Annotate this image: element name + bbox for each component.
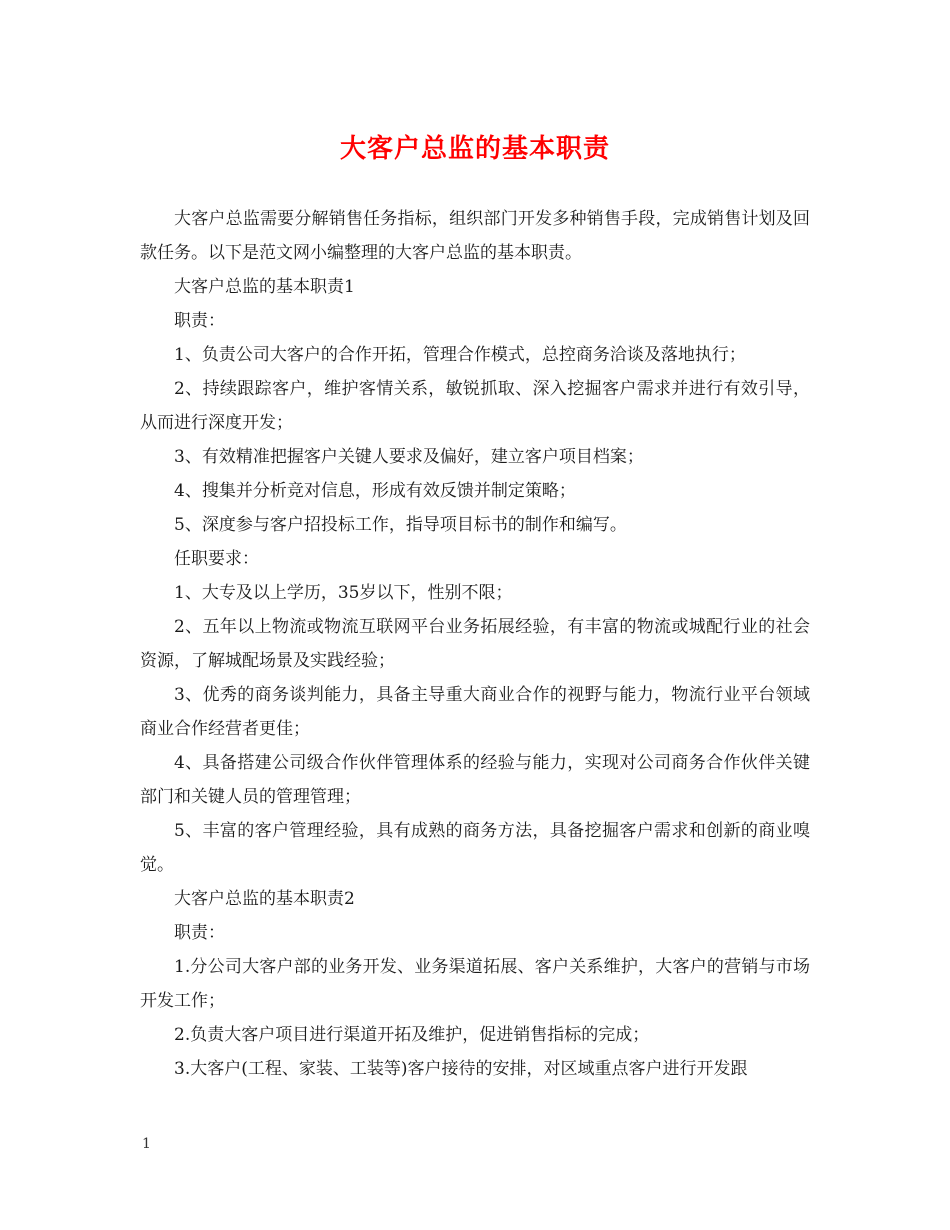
list-item: 3、优秀的商务谈判能力，具备主导重大商业合作的视野与能力，物流行业平台领域商业合作经营者更佳；	[140, 685, 810, 739]
list-item: 1、大专及以上学历，35岁以下，性别不限；	[174, 583, 513, 603]
list-item: 2.负责大客户项目进行渠道开拓及维护，促进销售指标的完成；	[174, 1025, 650, 1045]
list-item: 4、具备搭建公司级合作伙伴管理体系的经验与能力，实现对公司商务合作伙伴关键部门和关键人员的管理管理；	[140, 753, 810, 807]
list-item: 3.大客户(工程、家装、工装等)客户接待的安排，对区域重点客户进行开发跟	[174, 1059, 748, 1079]
list-item: 3、有效精准把握客户关键人要求及偏好，建立客户项目档案；	[174, 447, 644, 467]
list-item: 4、搜集并分析竞对信息，形成有效反馈并制定策略；	[174, 481, 576, 501]
list-item: 1.分公司大客户部的业务开发、业务渠道拓展、客户关系维护，大客户的营销与市场开发工作；	[140, 957, 810, 1011]
intro-paragraph: 大客户总监需要分解销售任务指标，组织部门开发多种销售手段，完成销售计划及回款任务。以下是范文网小编整理的大客户总监的基本职责。	[140, 209, 810, 263]
page-number: 1	[142, 1136, 151, 1152]
list-item: 2、持续跟踪客户，维护客情关系，敏锐抓取、深入挖掘客户需求并进行有效引导，从而进行深度开发；	[140, 379, 810, 433]
document-title: 大客户总监的基本职责	[339, 134, 610, 164]
section-heading-2: 大客户总监的基本职责2	[174, 889, 355, 909]
list-item: 1、负责公司大客户的合作开拓，管理合作模式，总控商务洽谈及落地执行；	[174, 345, 746, 365]
list-item: 5、丰富的客户管理经验，具有成熟的商务方法，具备挖掘客户需求和创新的商业嗅觉。	[140, 821, 810, 875]
document-body	[140, 202, 810, 1086]
list-item: 2、五年以上物流或物流互联网平台业务拓展经验，有丰富的物流或城配行业的社会资源，了解城配场景及实践经验；	[140, 617, 810, 671]
duties-label-2: 职责：	[174, 923, 225, 943]
duties-label-1: 职责：	[174, 311, 225, 331]
requirements-label: 任职要求：	[174, 549, 259, 569]
list-item: 5、深度参与客户招投标工作，指导项目标书的制作和编写。	[174, 515, 627, 535]
section-heading-1: 大客户总监的基本职责1	[174, 277, 355, 297]
